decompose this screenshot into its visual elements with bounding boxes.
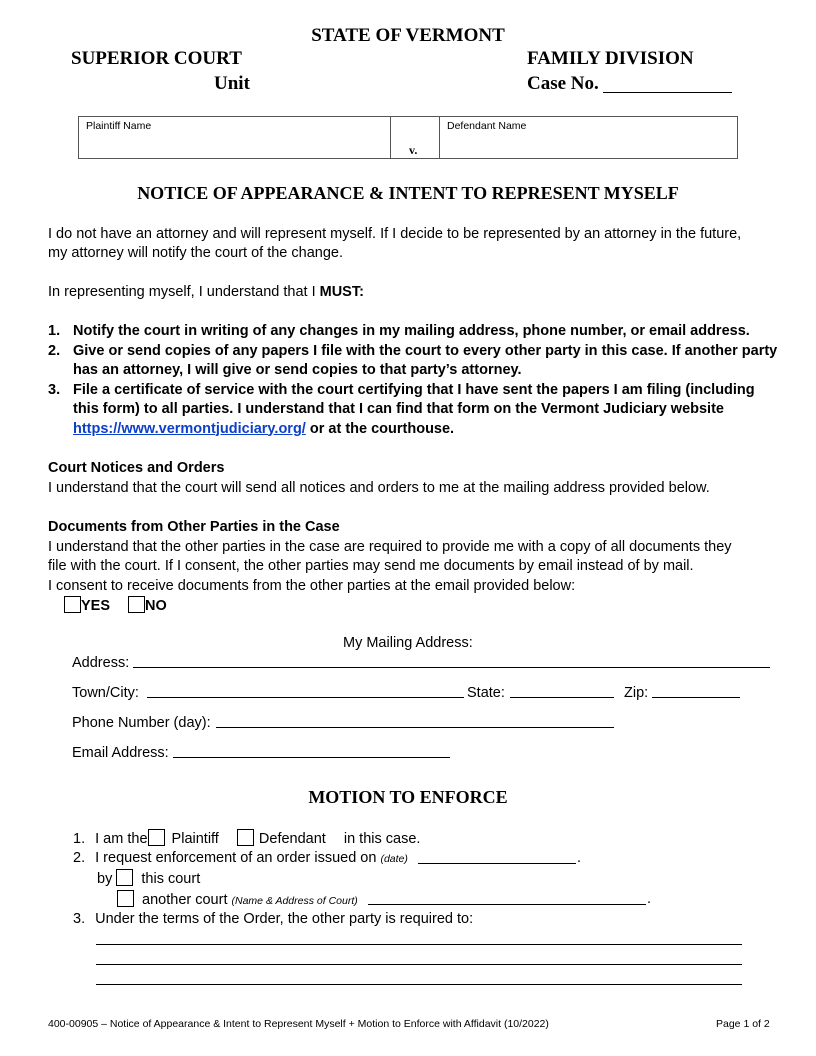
town-label: Town/City:	[72, 685, 139, 701]
motion-item-2	[73, 849, 408, 870]
defendant-name-label: Defendant Name	[447, 120, 527, 132]
page-number: Page 1 of 2	[716, 1018, 770, 1030]
intro-line-2: my attorney will notify the court of the change.	[48, 245, 343, 261]
period: .	[577, 850, 582, 866]
understand-statement	[48, 283, 364, 303]
email-label: Email Address:	[72, 745, 169, 761]
documents-line-2: file with the court. If I consent, the other parties may send me documents by email instead of by mail.	[48, 558, 694, 574]
order-date-field[interactable]	[418, 863, 576, 864]
parties-box	[78, 116, 738, 159]
versus-label: v.	[409, 143, 418, 157]
motion-item-2-text: I request enforcement of an order issued on	[95, 850, 377, 866]
motion-item-3-number: 3.	[73, 911, 86, 927]
motion-item-1-prefix: I am the	[95, 831, 148, 847]
case-number-label: Case No.	[527, 73, 599, 94]
yes-checkbox[interactable]	[64, 596, 81, 613]
address-field[interactable]	[133, 667, 770, 668]
plaintiff-checkbox[interactable]	[148, 829, 165, 846]
understand-must: MUST:	[319, 284, 364, 300]
list-item-text: File a certificate of service with the court certifying that I have sent the papers I am filing (including this form) to all parties. I understand that I can find that form on the Vermont Judiciary website	[73, 381, 755, 417]
understand-prefix: In representing myself, I understand that I	[48, 284, 320, 300]
by-label: by	[97, 871, 113, 887]
another-court-field[interactable]	[368, 904, 646, 905]
address-label: Address:	[72, 655, 130, 671]
list-item-text: Give or send copies of any papers I file with the court to every other party in this case. If another party has an attorney, I will give or send copies to that party’s attorney.	[73, 342, 778, 378]
no-checkbox[interactable]	[128, 596, 145, 613]
motion-item-3-text: Under the terms of the Order, the other party is required to:	[95, 911, 474, 927]
documents-line-1: I understand that the other parties in the case are required to provide me with a copy of all documents they	[48, 539, 732, 555]
division-heading: FAMILY DIVISION	[527, 48, 694, 69]
court-notices-heading: Court Notices and Orders	[48, 460, 225, 476]
defendant-name-field[interactable]	[439, 117, 737, 158]
documents-heading: Documents from Other Parties in the Case	[48, 519, 340, 535]
issuing-court-this	[97, 869, 200, 890]
defendant-option-label: Defendant	[258, 831, 326, 847]
list-item	[48, 381, 778, 440]
period: .	[647, 891, 652, 907]
this-court-label: this court	[141, 871, 201, 887]
mailing-address-heading: My Mailing Address:	[343, 635, 473, 651]
phone-field[interactable]	[216, 727, 614, 728]
zip-field[interactable]	[652, 697, 740, 698]
versus-cell	[391, 117, 439, 158]
obligations-list	[48, 322, 778, 439]
plaintiff-name-field[interactable]	[79, 117, 391, 158]
case-number-field[interactable]	[603, 92, 732, 93]
no-label: NO	[145, 598, 167, 614]
state-label: State:	[467, 685, 505, 701]
motion-item-1-suffix: in this case.	[343, 831, 421, 847]
another-court-checkbox[interactable]	[117, 890, 134, 907]
form-id-footer: 400-00905 – Notice of Appearance & Intent to Represent Myself + Motion to Enforce with Affidavit (10/2022)	[48, 1018, 549, 1030]
consent-options	[64, 596, 167, 617]
phone-label: Phone Number (day):	[72, 715, 211, 731]
state-heading: STATE OF VERMONT	[311, 25, 505, 46]
vermont-judiciary-link[interactable]: https://www.vermontjudiciary.org/	[73, 420, 306, 437]
list-item	[48, 322, 778, 342]
unit-label: Unit	[214, 73, 250, 94]
defendant-checkbox[interactable]	[237, 829, 254, 846]
motion-item-3	[73, 910, 473, 930]
notice-title: NOTICE OF APPEARANCE & INTENT TO REPRESENT MYSELF	[137, 183, 679, 203]
plaintiff-option-label: Plaintiff	[171, 831, 219, 847]
this-court-checkbox[interactable]	[116, 869, 133, 886]
email-field[interactable]	[173, 757, 450, 758]
list-item	[48, 342, 778, 381]
motion-item-2-number: 2.	[73, 850, 86, 866]
yes-label: YES	[81, 598, 111, 614]
court-heading: SUPERIOR COURT	[71, 48, 242, 69]
motion-item-1-number: 1.	[73, 831, 86, 847]
court-notices-text: I understand that the court will send all notices and orders to me at the mailing address provided below.	[48, 480, 710, 496]
issuing-court-another	[117, 890, 358, 912]
list-item-number: 3.	[48, 381, 61, 398]
documents-line-3: I consent to receive documents from the other parties at the email provided below:	[48, 578, 576, 594]
list-item-number: 1.	[48, 323, 61, 339]
list-item-number: 2.	[48, 342, 61, 359]
motion-item-1	[73, 829, 420, 850]
list-item-text-after: or at the courthouse.	[305, 420, 455, 437]
order-terms-line-2[interactable]	[96, 964, 742, 965]
motion-title: MOTION TO ENFORCE	[308, 787, 508, 807]
town-field[interactable]	[147, 697, 464, 698]
plaintiff-name-label: Plaintiff Name	[86, 120, 152, 132]
order-terms-line-3[interactable]	[96, 984, 742, 985]
state-field[interactable]	[510, 697, 614, 698]
list-item-text: Notify the court in writing of any changes in my mailing address, phone number, or email address.	[73, 323, 750, 339]
order-terms-line-1[interactable]	[96, 944, 742, 945]
another-court-hint: (Name & Address of Court)	[231, 895, 358, 907]
another-court-label: another court	[142, 892, 228, 908]
intro-line-1: I do not have an attorney and will represent myself. If I decide to be represented by an attorney in the future,	[48, 226, 742, 242]
date-hint: (date)	[380, 853, 408, 865]
zip-label: Zip:	[624, 685, 649, 701]
